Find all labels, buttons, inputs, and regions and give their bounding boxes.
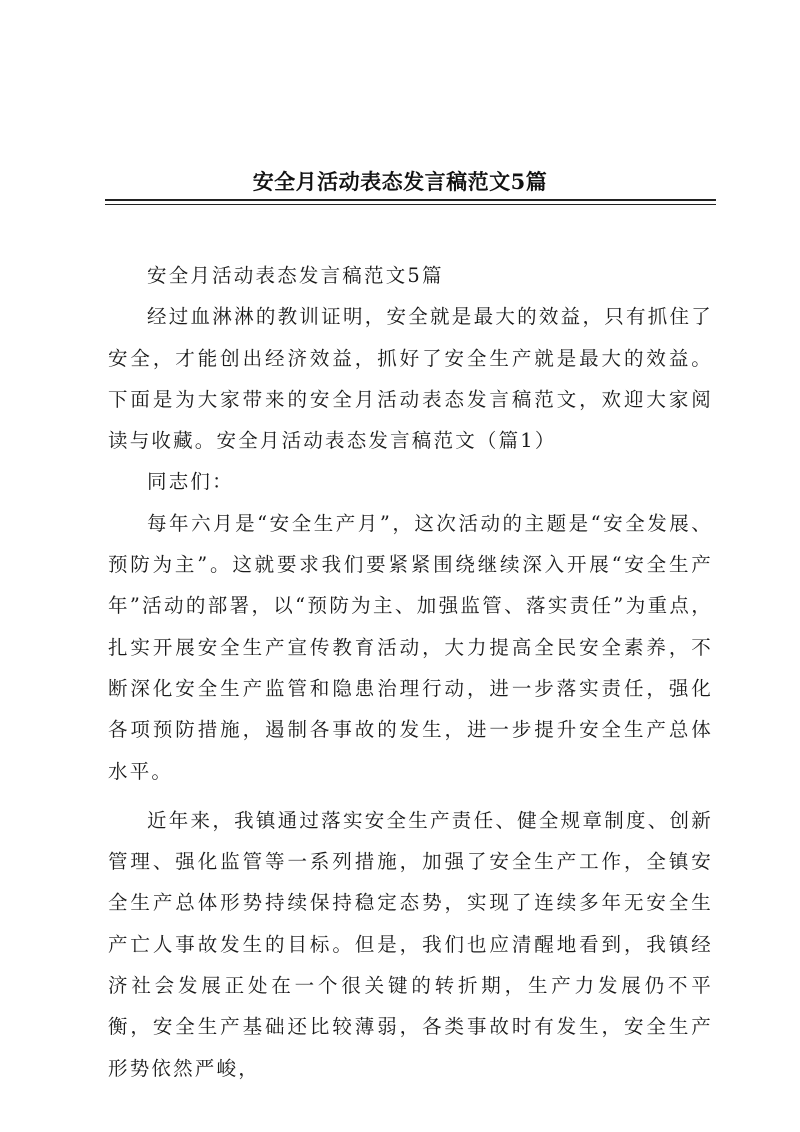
title-rule-thin <box>105 204 716 205</box>
title-rule-thick <box>105 199 716 201</box>
document-body <box>108 255 713 1089</box>
paragraph-intro: 经过血淋淋的教训证明，安全就是最大的效益，只有抓住了安全，才能创出经济效益，抓好了安全生产就是最大的效益。下面是为大家带来的安全月活动表态发言稿范文，欢迎大家阅读与收藏。安全月活动表态发言稿范文（篇1） <box>108 305 713 453</box>
document-title: 安全月活动表态发言稿范文5篇 <box>252 169 548 194</box>
paragraph-theme: 每年六月是“安全生产月”，这次活动的主题是“安全发展、预防为主”。这就要求我们要紧紧围绕继续深入开展“安全生产年”活动的部署，以“预防为主、加强监管、落实责任”为重点，扎实开展安全生产宣传教育活动，大力提高全民安全素养，不断深化安全生产监管和隐患治理行动，进一步落实责任，强化各项预防措施，遏制各事故的发生，进一步提升安全生产总体水平。 <box>108 511 713 783</box>
paragraph-subtitle: 安全月活动表态发言稿范文5篇 <box>147 264 444 287</box>
paragraph-recent-years: 近年来，我镇通过落实安全生产责任、健全规章制度、创新管理、强化监管等一系列措施，加强了安全生产工作，全镇安全生产总体形势持续保持稳定态势，实现了连续多年无安全生产亡人事故发生的目标。但是，我们也应清醒地看到，我镇经济社会发展正处在一个很关键的转折期，生产力发展仍不平衡，安全生产基础还比较薄弱，各类事故时有发生，安全生产形势依然严峻， <box>108 808 713 1080</box>
paragraph-salutation: 同志们： <box>147 470 234 494</box>
